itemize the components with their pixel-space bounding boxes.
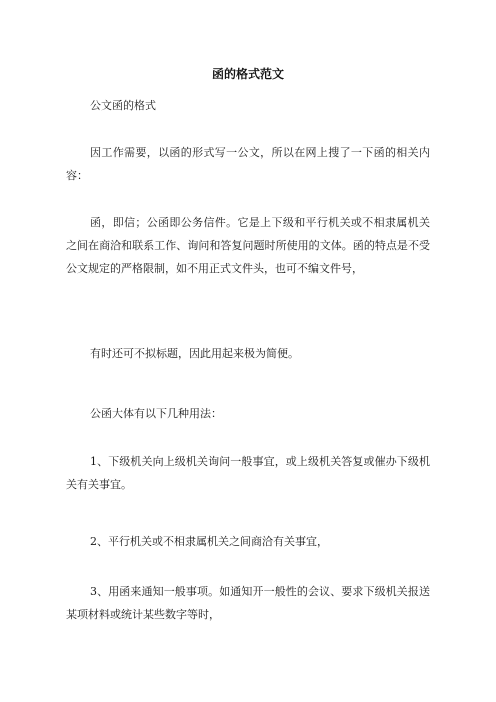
paragraph: 3、用函来通知一般事项。如通知开一般性的会议、要求下级机关报送某项材料或统计某些数字等时， [66,585,430,621]
paragraph: 公函大体有以下几种用法： [90,407,222,420]
paragraph: 有时还可不拟标题，因此用起来极为简便。 [90,347,299,360]
paragraph: 2、平行机关或不相隶属机关之间商洽有关事宜， [90,535,328,548]
paragraph: 1、下级机关向上级机关询问一般事宜，或上级机关答复或催办下级机关有关事宜。 [66,455,430,491]
paragraph: 函，即信；公函即公务信件。它是上下级和平行机关或不相隶属机关之间在商洽和联系工作、询问和答复问题时所使用的文体。函的特点是不受公文规定的严格限制，如不用正式文件头，也可不编文件号， [66,216,430,275]
paragraph: 因工作需要，以函的形式写一公文，所以在网上搜了一下函的相关内容： [66,146,430,182]
paragraph: 公文函的格式 [90,99,156,112]
document-title: 函的格式范文 [211,67,284,81]
